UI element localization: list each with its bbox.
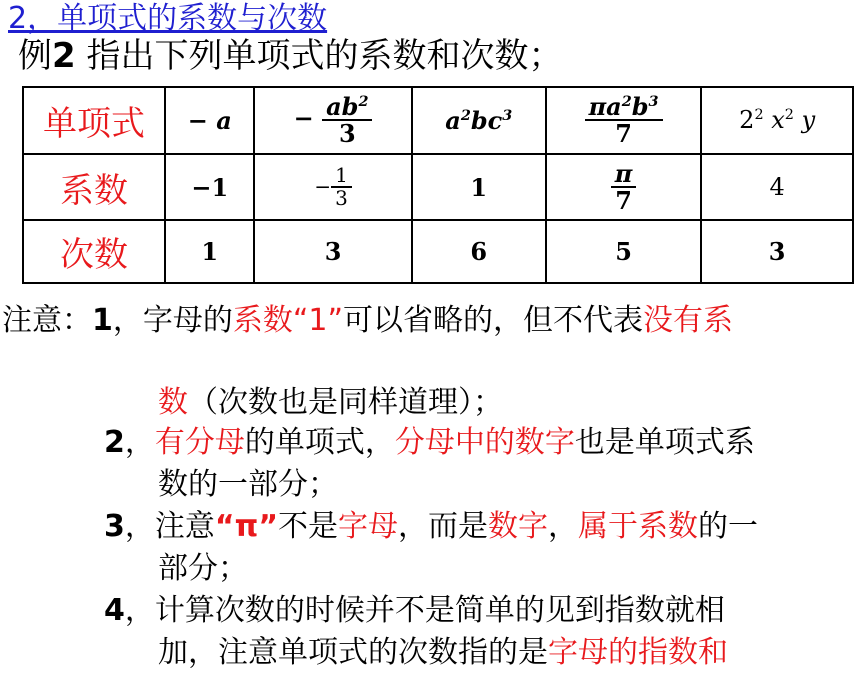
table-row-monomials bbox=[23, 87, 853, 154]
cell-monomial-1: − a bbox=[165, 87, 254, 154]
note-1-line-1: 注意：1，字母的系数“1”可以省略的，但不代表没有系 bbox=[2, 303, 734, 338]
note-4-line-2: 加，注意单项式的次数指的是字母的指数和 bbox=[158, 635, 728, 670]
table-row-coefficients bbox=[23, 154, 853, 221]
note-1-line-2: 数（次数也是同样道理）； bbox=[158, 385, 503, 420]
row-label-degree: 次数 bbox=[23, 220, 165, 283]
example-text: 指出下列单项式的系数和次数； bbox=[75, 36, 563, 76]
note-2-line-1: 2，有分母的单项式，分母中的数字也是单项式系 bbox=[104, 425, 755, 460]
note-4-line-1: 4，计算次数的时候并不是简单的见到指数就相 bbox=[104, 593, 725, 628]
cell-coefficient-3: 1 bbox=[412, 154, 546, 221]
cell-coefficient-2: − $\frac{1}{3}$ bbox=[254, 154, 411, 221]
cell-monomial-5: $2^2$ $x^2$ y bbox=[701, 87, 853, 154]
page-heading: 2，单项式的系数与次数 bbox=[8, 1, 328, 36]
row-label-monomial: 单项式 bbox=[23, 87, 165, 154]
cell-degree-3: 6 bbox=[412, 220, 546, 283]
cell-coefficient-1: −1 bbox=[165, 154, 254, 221]
table-row-degrees bbox=[23, 220, 853, 283]
cell-monomial-3: $a^2bc^3$ bbox=[412, 87, 546, 154]
note-3-line-1: 3，注意“π”不是字母，而是数字，属于系数的一 bbox=[104, 509, 759, 544]
row-label-coefficient: 系数 bbox=[23, 154, 165, 221]
cell-monomial-4: $\frac{\pi a^2b^3}{7}$ bbox=[546, 87, 701, 154]
cell-coefficient-4: $\frac{\pi}{7}$ bbox=[546, 154, 701, 221]
cell-monomial-2: − $\frac{ab^2}{3}$ bbox=[254, 87, 411, 154]
example-title bbox=[18, 34, 562, 78]
cell-degree-5: 3 bbox=[701, 220, 853, 283]
cell-coefficient-5: 4 bbox=[701, 154, 853, 221]
example-number: 2 bbox=[52, 36, 76, 76]
note-2-line-2: 数的一部分； bbox=[158, 467, 338, 502]
note-3-line-2: 部分； bbox=[158, 551, 248, 586]
monomial-table bbox=[22, 86, 854, 284]
cell-degree-4: 5 bbox=[546, 220, 701, 283]
cell-degree-1: 1 bbox=[165, 220, 254, 283]
cell-degree-2: 3 bbox=[254, 220, 411, 283]
example-prefix: 例 bbox=[18, 36, 52, 76]
